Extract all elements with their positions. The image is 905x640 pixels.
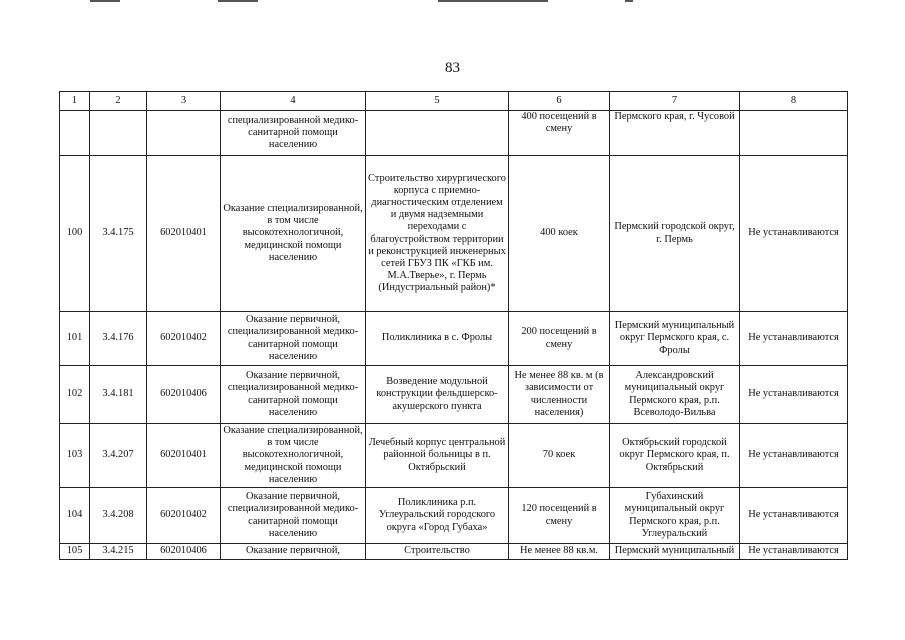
purpose-cell: Оказание специализированной, в том числе высокотехнологичной, медицинской помощи населению bbox=[221, 424, 366, 488]
classifier-cell: 602010401 bbox=[147, 156, 221, 312]
table-row bbox=[60, 156, 848, 312]
column-number: 4 bbox=[221, 92, 366, 111]
zone-cell: Не устанавливаются bbox=[740, 312, 848, 366]
classifier-cell: 602010406 bbox=[147, 544, 221, 560]
code-cell: 3.4.175 bbox=[90, 156, 147, 312]
purpose-cell: специализированной медико-санитарной помощи населению bbox=[221, 111, 366, 156]
column-number: 3 bbox=[147, 92, 221, 111]
row-index-cell: 100 bbox=[60, 156, 90, 312]
purpose-cell: Оказание первичной, специализированной медико-санитарной помощи населению bbox=[221, 488, 366, 544]
zone-cell: Не устанавливаются bbox=[740, 156, 848, 312]
object-cell: Строительство хирургического корпуса с приемно-диагностическим отделением и двумя надземными переходами с благоустройством территории и реконструкцией инженерных сетей ГБУЗ ПК «ГКБ им. М.А.Тверье», г. Пермь (Индустриальный район)* bbox=[366, 156, 509, 312]
purpose-cell: Оказание первичной, специализированной медико-санитарной помощи населению bbox=[221, 312, 366, 366]
zone-cell: Не устанавливаются bbox=[740, 366, 848, 424]
object-cell: Возведение модульной конструкции фельдшерско-акушерского пункта bbox=[366, 366, 509, 424]
object-cell: Поликлиника р.п. Углеуральский городского округа «Город Губаха» bbox=[366, 488, 509, 544]
table-row bbox=[60, 424, 848, 488]
object-cell: Поликлиника в с. Фролы bbox=[366, 312, 509, 366]
row-index-cell: 105 bbox=[60, 544, 90, 560]
location-cell: Пермский муниципальный bbox=[610, 544, 740, 560]
column-number: 2 bbox=[90, 92, 147, 111]
capacity-cell: Не менее 88 кв.м. bbox=[509, 544, 610, 560]
code-cell: 3.4.176 bbox=[90, 312, 147, 366]
capacity-cell: 400 посещений в смену bbox=[509, 111, 610, 156]
code-cell: 3.4.208 bbox=[90, 488, 147, 544]
document-table bbox=[59, 91, 848, 560]
capacity-cell: 70 коек bbox=[509, 424, 610, 488]
table-header-row bbox=[60, 92, 848, 111]
column-number: 7 bbox=[610, 92, 740, 111]
code-cell: 3.4.215 bbox=[90, 544, 147, 560]
classifier-cell: 602010401 bbox=[147, 424, 221, 488]
purpose-cell: Оказание первичной, специализированной медико-санитарной помощи населению bbox=[221, 366, 366, 424]
row-index-cell: 102 bbox=[60, 366, 90, 424]
code-cell: 3.4.181 bbox=[90, 366, 147, 424]
location-cell: Пермский муниципальный округ Пермского края, с. Фролы bbox=[610, 312, 740, 366]
classifier-cell: 602010402 bbox=[147, 312, 221, 366]
zone-cell: Не устанавливаются bbox=[740, 424, 848, 488]
table-row bbox=[60, 488, 848, 544]
table-row bbox=[60, 312, 848, 366]
code-cell: 3.4.207 bbox=[90, 424, 147, 488]
purpose-cell: Оказание специализированной, в том числе высокотехнологичной, медицинской помощи населению bbox=[221, 156, 366, 312]
scan-artifact bbox=[625, 0, 633, 2]
zone-cell: Не устанавливаются bbox=[740, 488, 848, 544]
location-cell: Губахинский муниципальный округ Пермского края, р.п. Углеуральский bbox=[610, 488, 740, 544]
scan-artifact bbox=[438, 0, 548, 2]
column-number: 5 bbox=[366, 92, 509, 111]
page-number: 83 bbox=[445, 60, 460, 76]
capacity-cell: 400 коек bbox=[509, 156, 610, 312]
scan-artifact bbox=[90, 0, 120, 2]
object-cell bbox=[366, 111, 509, 156]
scan-artifact bbox=[218, 0, 258, 2]
purpose-cell: Оказание первичной, bbox=[221, 544, 366, 560]
location-cell: Пермский городской округ, г. Пермь bbox=[610, 156, 740, 312]
location-cell: Александровский муниципальный округ Пермского края, р.п. Всеволодо-Вильва bbox=[610, 366, 740, 424]
row-index-cell bbox=[60, 111, 90, 156]
code-cell bbox=[90, 111, 147, 156]
object-cell: Лечебный корпус центральной районной больницы в п. Октябрьский bbox=[366, 424, 509, 488]
classifier-cell: 602010406 bbox=[147, 366, 221, 424]
capacity-cell: 200 посещений в смену bbox=[509, 312, 610, 366]
zone-cell: Не устанавливаются bbox=[740, 544, 848, 560]
capacity-cell: Не менее 88 кв. м (в зависимости от численности населения) bbox=[509, 366, 610, 424]
classifier-cell bbox=[147, 111, 221, 156]
location-cell: Пермского края, г. Чусовой bbox=[610, 111, 740, 156]
column-number: 8 bbox=[740, 92, 848, 111]
row-index-cell: 104 bbox=[60, 488, 90, 544]
table-row bbox=[60, 366, 848, 424]
classifier-cell: 602010402 bbox=[147, 488, 221, 544]
column-number: 6 bbox=[509, 92, 610, 111]
row-index-cell: 103 bbox=[60, 424, 90, 488]
column-number: 1 bbox=[60, 92, 90, 111]
row-index-cell: 101 bbox=[60, 312, 90, 366]
capacity-cell: 120 посещений в смену bbox=[509, 488, 610, 544]
table-row bbox=[60, 544, 848, 560]
table-row bbox=[60, 111, 848, 156]
location-cell: Октябрьский городской округ Пермского края, п. Октябрьский bbox=[610, 424, 740, 488]
zone-cell bbox=[740, 111, 848, 156]
object-cell: Строительство bbox=[366, 544, 509, 560]
